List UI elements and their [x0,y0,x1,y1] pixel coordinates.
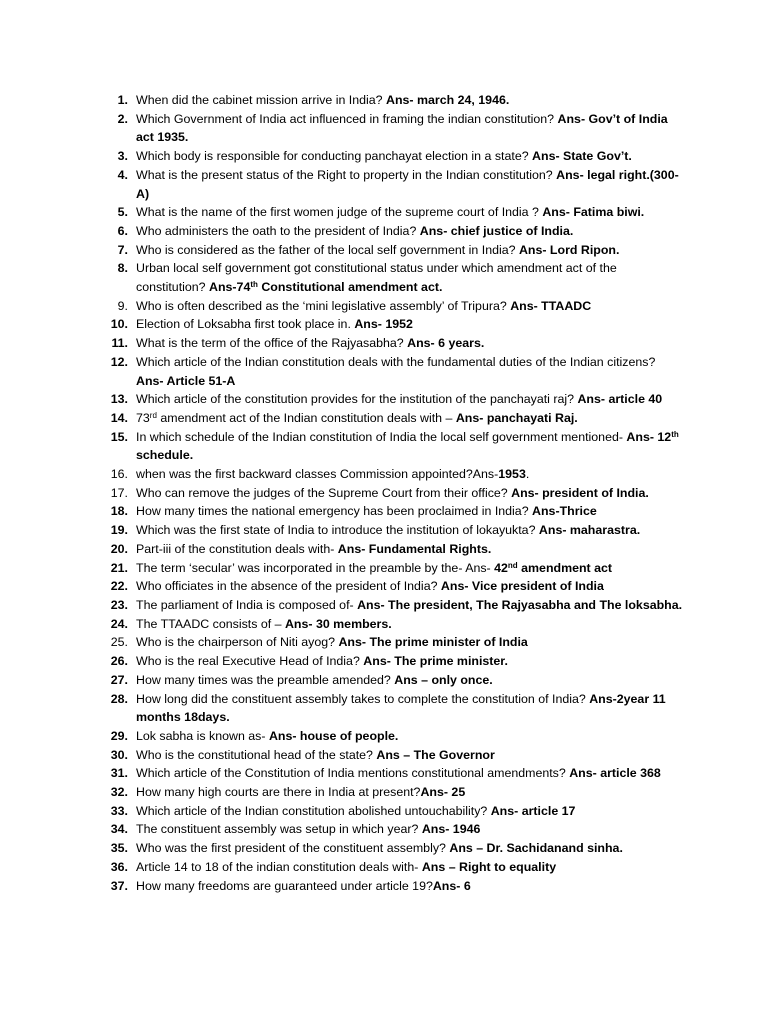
question-number: 30. [110,747,128,762]
answer-text: Ans – Dr. Sachidanand sinha. [449,841,623,856]
question-number: 16. [110,467,128,482]
question-number: 36. [110,859,128,874]
answer-text: Ans- 1946 [421,822,481,837]
question-item [104,633,684,652]
question-text: How long did the constituent assembly takes to complete the constitution of India? [136,691,590,706]
question-item [104,334,684,353]
question-number: 15. [110,429,128,444]
answer-text: Ans- legal right.(300-A) [136,167,679,201]
question-number: 12. [110,354,128,369]
question-text: amendment act of the Indian constitution deals with – [156,410,456,425]
question-item [104,91,684,110]
question-item [104,353,684,390]
answer-value: 42 [494,560,508,575]
answer-text: Ans- Lord Ripon. [518,242,620,257]
answer-text: Ans- Gov’t of India act 1935. [136,111,668,145]
answer-text: Ans- The prime minister. [363,654,508,669]
question-text: Urban local self government got constitutional status under which amendment act of the constitution? [136,261,617,295]
question-text: When did the cabinet mission arrive in India? [136,93,387,107]
question-number: 11. [111,336,128,351]
question-number: 32. [110,785,128,800]
question-number: 9. [117,298,128,313]
question-item [104,222,684,241]
answer-text: Ans- Fatima biwi. [542,205,645,220]
question-item [104,315,684,334]
question-item [104,690,684,727]
question-item [104,577,684,596]
answer-text: Ans- chief justice of India. [419,223,574,238]
question-number: 7. [117,242,128,257]
question-text: The term ‘secular’ was incorporated in the preamble by the- [136,560,466,575]
answer-text: Ans- TTAADC [510,298,592,313]
question-item [104,297,684,316]
question-number: 21. [110,560,128,575]
question-number: 35. [110,841,128,856]
question-item [104,484,684,503]
answer-text: Ans- article 17 [490,803,576,818]
question-superscript: rd [149,410,157,420]
question-number: 14. [110,410,128,425]
question-number: 3. [117,149,128,164]
question-item [104,166,684,203]
answer-text: Ans – The Governor [376,747,495,762]
question-text: Which article of the Constitution of India mentions constitutional amendments? [136,766,570,781]
answer-text: Ans- 6 years. [407,336,485,351]
question-text: Which article of the Indian constitution deals with the fundamental duties of the Indian citizens? [136,354,656,369]
question-item [104,783,684,802]
question-item [104,521,684,540]
answer-text: Ans- 1952 [354,317,413,332]
question-item [104,147,684,166]
answer-text: Ans- article 368 [569,766,661,781]
question-item [104,764,684,783]
answer-text: Ans- 6 [432,878,471,893]
question-item [104,802,684,821]
question-text: How many freedoms are guaranteed under article 19? [136,878,433,893]
answer-text: Ans- State Gov’t. [532,149,632,164]
question-item [104,671,684,690]
question-item [104,540,684,559]
question-text: How many times the national emergency has been proclaimed in India? [136,504,533,519]
answer-text: Ans – only once. [394,672,493,687]
answer-superscript: nd [507,560,518,570]
question-number: 34. [110,822,128,837]
question-number: 23. [110,597,128,612]
question-text: Who is often described as the ‘mini legislative assembly’ of Tripura? [136,298,511,313]
answer-text: Ans- Fundamental Rights. [337,541,492,556]
question-number: 19. [110,523,128,538]
question-text: What is the present status of the Right to property in the Indian constitution? [136,167,557,182]
question-text: Election of Loksabha first took place in. [136,317,355,332]
question-number: 10. [110,317,128,332]
question-number: 28. [110,691,128,706]
question-number: 20. [110,541,128,556]
question-number: 8. [117,261,128,276]
question-list [104,91,684,895]
answer-text: schedule. [136,448,194,463]
question-item [104,746,684,765]
question-number: 2. [117,111,128,126]
answer-text: Ans- panchayati Raj. [455,410,578,425]
answer-text: Ans- 12 [626,429,672,444]
question-number: 13. [110,392,128,407]
answer-prefix: Ans- [472,467,499,482]
question-number: 27. [110,672,128,687]
answer-text: Constitutional amendment act. [257,280,443,295]
answer-value: 1953 [498,467,526,482]
question-item [104,615,684,634]
question-number: 37. [110,878,128,893]
answer-text: Ans- 25 [420,785,466,800]
answer-text: Ans- march 24, 1946. [386,93,510,107]
answer-superscript: th [250,280,258,290]
question-number: 6. [117,223,128,238]
answer-text: Ans-74 [209,280,251,295]
question-number: 18. [110,504,128,519]
question-number: 26. [110,654,128,669]
question-item [104,727,684,746]
answer-text: Ans- maharastra. [538,523,641,538]
question-text: Part-iii of the constitution deals with- [136,541,338,556]
answer-text: Ans- Vice president of India [440,579,604,594]
question-text: Who is considered as the father of the local self government in India? [136,242,519,257]
question-text: How many high courts are there in India at present? [136,785,421,800]
question-item [104,428,684,465]
answer-text: Ans – Right to equality [421,859,557,874]
question-text: The constituent assembly was setup in which year? [136,822,422,837]
question-number: 1. [117,93,128,107]
question-number: 25. [110,635,128,650]
question-item [104,259,684,296]
question-text: Which article of the constitution provides for the institution of the panchayati raj? [136,392,578,407]
question-number: 33. [110,803,128,818]
question-item [104,409,684,428]
question-item [104,596,684,615]
question-number: 5. [117,205,128,220]
question-text: Who is the chairperson of Niti ayog? [136,635,339,650]
question-text: when was the first backward classes Commission appointed? [136,467,473,482]
question-number: 22. [110,579,128,594]
answer-text: Ans- Article 51-A [136,373,236,388]
question-item [104,110,684,147]
answer-prefix: Ans- [465,560,495,575]
question-text: The TTAADC consists of – [136,616,285,631]
answer-text: Ans-2year 11 months 18days. [136,691,666,725]
question-text: In which schedule of the Indian constitution of India the local self government mentioned- [136,429,627,444]
question-text: How many times was the preamble amended? [136,672,395,687]
question-text: Which was the first state of India to introduce the institution of lokayukta? [136,523,539,538]
question-text: The parliament of India is composed of- [136,597,358,612]
question-item [104,390,684,409]
question-text: Lok sabha is known as- [136,728,269,743]
question-text: Who is the real Executive Head of India? [136,654,364,669]
question-text: Article 14 to 18 of the indian constitution deals with- [136,859,422,874]
answer-text: Ans- The president, The Rajyasabha and The loksabha. [357,597,683,612]
question-text: 73 [136,410,150,425]
question-number: 4. [117,167,128,182]
question-text: Which Government of India act influenced in framing the indian constitution? [136,111,558,126]
question-number: 31. [110,766,128,781]
question-number: 17. [110,485,128,500]
question-text: Who was the first president of the constituent assembly? [136,841,450,856]
question-item [104,559,684,578]
answer-text: Ans- article 40 [577,392,663,407]
question-text: What is the term of the office of the Rajyasabha? [136,336,408,351]
question-item [104,877,684,896]
answer-text: Ans- house of people. [268,728,399,743]
question-item [104,839,684,858]
question-text: Who is the constitutional head of the state? [136,747,377,762]
question-item [104,858,684,877]
question-number: 29. [110,728,128,743]
question-item [104,502,684,521]
question-text: Who administers the oath to the president of India? [136,223,420,238]
question-text: Which article of the Indian constitution abolished untouchability? [136,803,491,818]
question-item [104,203,684,222]
question-text: What is the name of the first women judge of the supreme court of India ? [136,205,543,220]
answer-text: Ans-Thrice [532,504,597,519]
answer-text: Ans- president of India. [511,485,649,500]
question-text: Who can remove the judges of the Supreme Court from their office? [136,485,512,500]
answer-text: amendment act [517,560,613,575]
question-item [104,820,684,839]
question-item [104,241,684,260]
question-number: 24. [110,616,128,631]
question-text: Who officiates in the absence of the president of India? [136,579,441,594]
answer-text: Ans- 30 members. [284,616,392,631]
question-item [104,465,684,484]
answer-suffix: . [525,467,530,482]
question-item [104,652,684,671]
question-text: Which body is responsible for conducting panchayat election in a state? [136,149,533,164]
answer-text: Ans- The prime minister of India [338,635,528,650]
answer-superscript: th [671,429,679,439]
